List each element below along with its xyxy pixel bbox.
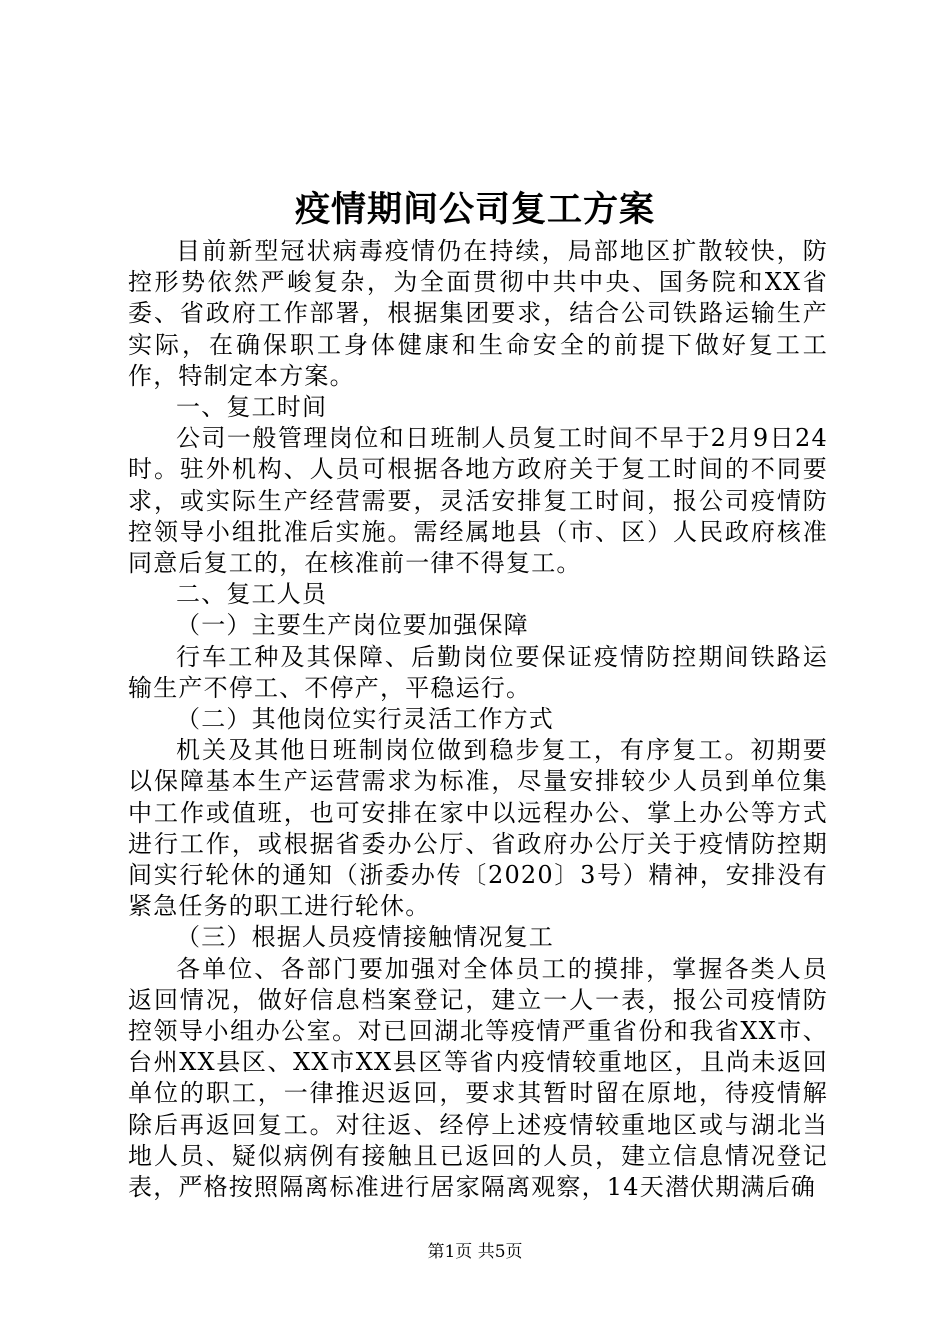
- section-heading-return-time: 一、复工时间: [176, 393, 328, 422]
- main-production-paragraph: 行车工种及其保障、后勤岗位要保证疫情防控期间铁路运输生产不停工、不停产，平稳运行。: [128, 642, 828, 702]
- flexible-work-paragraph: 机关及其他日班制岗位做到稳步复工，有序复工。初期要以保障基本生产运营需求为标准，尽量安排较少人员到单位集中工作或值班，也可安排在家中以远程办公、掌上办公等方式进行工作，或根据省委办公厅、省政府办公厅关于疫情防控期间实行轮休的通知（浙委办传〔2020〕3号）精神，安排没有紧急任务的职工进行轮休。: [128, 736, 828, 921]
- document-title: 疫情期间公司复工方案: [294, 189, 655, 230]
- contact-status-paragraph: 各单位、各部门要加强对全体员工的摸排，掌握各类人员返回情况，做好信息档案登记，建立一人一表，报公司疫情防控领导小组办公室。对已回湖北等疫情严重省份和我省XX市、台州XX县区、XX市XX县区等省内疫情较重地区，且尚未返回单位的职工，一律推迟返回，要求其暂时留在原地，待疫情解除后再返回复工。对往返、经停上述疫情较重地区或与湖北当地人员、疑似病例有接触且已返回的人员，建立信息情况登记表，严格按照隔离标准进行居家隔离观察，14天潜伏期满后确: [128, 954, 828, 1202]
- document-body: [128, 236, 828, 1203]
- intro-paragraph: 目前新型冠状病毒疫情仍在持续，局部地区扩散较快，防控形势依然严峻复杂，为全面贯彻中共中央、国务院和XX省委、省政府工作部署，根据集团要求，结合公司铁路运输生产实际，在确保职工身体健康和生命安全的前提下做好复工工作，特制定本方案。: [128, 237, 828, 390]
- subheading-flexible-work: （二）其他岗位实行灵活工作方式: [176, 705, 554, 734]
- return-time-paragraph: 公司一般管理岗位和日班制人员复工时间不早于2月9日24时。驻外机构、人员可根据各地方政府关于复工时间的不同要求，或实际生产经营需要，灵活安排复工时间，报公司疫情防控领导小组批准后实施。需经属地县（市、区）人民政府核准同意后复工的，在核准前一律不得复工。: [128, 424, 828, 578]
- subheading-contact-status: （三）根据人员疫情接触情况复工: [176, 923, 554, 952]
- page-number-footer: 第1页 共5页: [427, 1242, 523, 1262]
- subheading-main-production: （一）主要生产岗位要加强保障: [176, 611, 529, 640]
- section-heading-return-staff: 二、复工人员: [176, 580, 328, 609]
